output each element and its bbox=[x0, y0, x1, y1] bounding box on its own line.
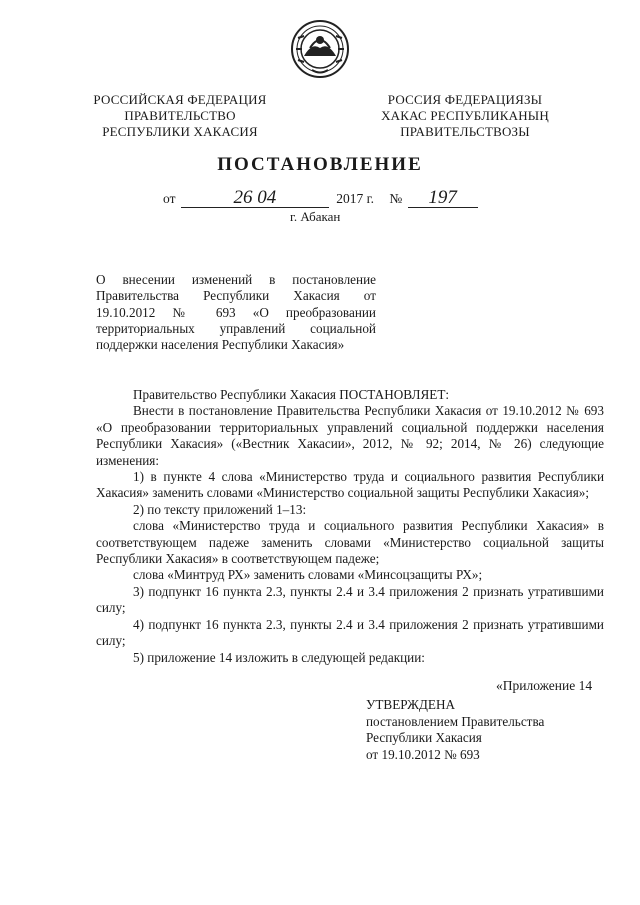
approval-line: Республики Хакасия bbox=[366, 730, 482, 745]
date-year: 2017 г. bbox=[336, 191, 374, 206]
subject-line: 19.10.2012 № 693 «О преобразовании bbox=[96, 304, 376, 320]
city: г. Абакан bbox=[290, 209, 341, 224]
appendix-label: «Приложение 14 bbox=[496, 678, 593, 693]
header-left bbox=[93, 92, 267, 140]
document-title: ПОСТАНОВЛЕНИЕ bbox=[217, 154, 423, 175]
header-left-line-2: ПРАВИТЕЛЬСТВО bbox=[124, 108, 236, 123]
approval-line: постановлением Правительства bbox=[366, 713, 545, 729]
header-left-line-3: РЕСПУБЛИКИ ХАКАСИЯ bbox=[102, 124, 258, 139]
body-text bbox=[96, 387, 604, 666]
body-paragraph: 4) подпункт 16 пункта 2.3, пункты 2.4 и 3.4 приложения 2 признать утратившими силу; bbox=[96, 616, 604, 649]
approval-block bbox=[366, 697, 544, 763]
header-right-line-2: ХАКАС РЕСПУБЛИКАНЫҢ bbox=[381, 108, 549, 123]
body-paragraph: Правительство Республики Хакасия ПОСТАНОВЛЯЕТ: bbox=[133, 387, 450, 402]
subject-line: Правительства Республики Хакасия от bbox=[96, 288, 376, 304]
subject-block bbox=[96, 272, 376, 353]
header-right bbox=[370, 92, 560, 140]
body-paragraph: 1) в пункте 4 слова «Министерство труда и социального развития Республики Хакасия» заменить словами «Министерство социальной защиты Республики Хакасия»; bbox=[96, 469, 604, 501]
number-label: № bbox=[389, 191, 403, 206]
approval-line: от 19.10.2012 № 693 bbox=[366, 746, 480, 762]
approval-line: УТВЕРЖДЕНА bbox=[366, 697, 456, 712]
date-from-label: от bbox=[163, 191, 176, 206]
body-paragraph: Внести в постановление Правительства Республики Хакасия от 19.10.2012 № 693 «О преобразовании территориальных управлений социальной поддержки населения Республики Хакасия» («Вестник Хакасии», 2012, № 92; 2014, № 26) следующие изменения: bbox=[96, 403, 604, 468]
body-paragraph: слова «Минтруд РХ» заменить словами «Минсоцзащиты РХ»; bbox=[133, 567, 483, 583]
body-paragraph: 5) приложение 14 изложить в следующей редакции: bbox=[133, 649, 425, 665]
header-left-line-1: РОССИЙСКАЯ ФЕДЕРАЦИЯ bbox=[93, 92, 267, 107]
coat-of-arms-emblem-icon bbox=[290, 18, 350, 80]
body-paragraph: слова «Министерство труда и социального развития Республики Хакасия» в соответствующем падеже заменить словами «Министерство социальной защиты Республики Хакасия» в соответствующем падеже; bbox=[96, 518, 604, 567]
body-paragraph: 3) подпункт 16 пункта 2.3, пункты 2.4 и 3.4 приложения 2 признать утратившими силу; bbox=[96, 583, 604, 616]
subject-line: поддержки населения Республики Хакасия» bbox=[96, 337, 345, 353]
number-handwritten: 197 bbox=[408, 190, 478, 208]
body-paragraph: 2) по тексту приложений 1–13: bbox=[133, 501, 307, 517]
header-right-line-3: ПРАВИТЕЛЬСТВОЗЫ bbox=[400, 124, 530, 139]
header-right-line-1: РОССИЯ ФЕДЕРАЦИЯЗЫ bbox=[387, 92, 543, 107]
subject-line: О внесении изменений в постановление bbox=[96, 272, 376, 287]
subject-line: территориальных управлений социальной bbox=[96, 320, 376, 336]
date-line bbox=[163, 187, 478, 208]
date-handwritten: 26 04 bbox=[181, 190, 329, 208]
